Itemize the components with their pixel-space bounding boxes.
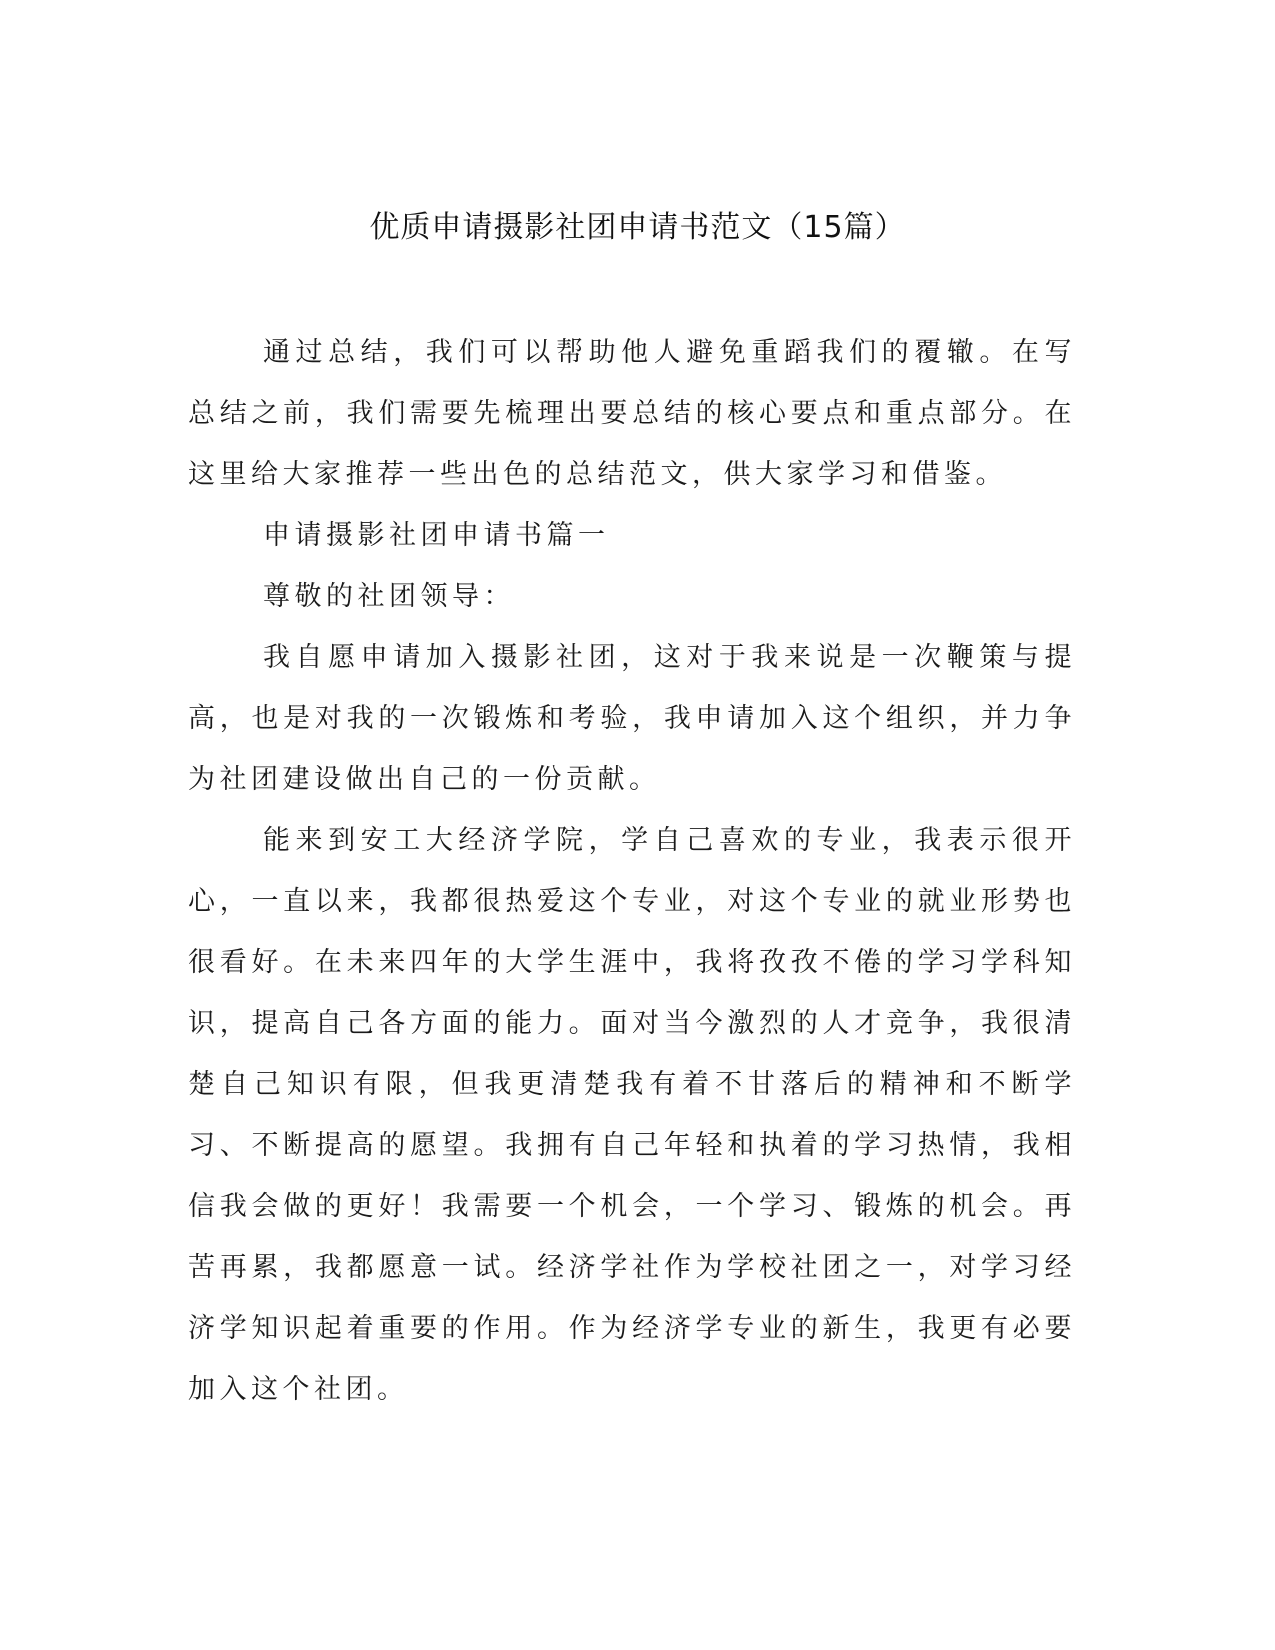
- body-paragraph: 能来到安工大经济学院，学自己喜欢的专业，我表示很开心，一直以来，我都很热爱这个专业，对这个专业的就业形势也很看好。在未来四年的大学生涯中，我将孜孜不倦的学习学科知识，提高自己各方面的能力。面对当今激烈的人才竞争，我很清楚自己知识有限，但我更清楚我有着不甘落后的精神和不断学习、不断提高的愿望。我拥有自己年轻和执着的学习热情，我相信我会做的更好！我需要一个机会，一个学习、锻炼的机会。再苦再累，我都愿意一试。经济学社作为学校社团之一，对学习经济学知识起着重要的作用。作为经济学专业的新生，我更有必要加入这个社团。: [188, 825, 1076, 1405]
- salutation: 尊敬的社团领导：: [263, 581, 515, 612]
- intro-paragraph: 通过总结，我们可以帮助他人避免重蹈我们的覆辙。在写总结之前，我们需要先梳理出要总结的核心要点和重点部分。在这里给大家推荐一些出色的总结范文，供大家学习和借鉴。: [188, 337, 1076, 490]
- body-paragraph: 我自愿申请加入摄影社团，这对于我来说是一次鞭策与提高，也是对我的一次锻炼和考验，我申请加入这个组织，并力争为社团建设做出自己的一份贡献。: [188, 642, 1076, 795]
- document-title: 优质申请摄影社团申请书范文（15篇）: [369, 210, 906, 245]
- section-heading: 申请摄影社团申请书篇一: [263, 520, 610, 551]
- document-body: [188, 322, 1076, 1420]
